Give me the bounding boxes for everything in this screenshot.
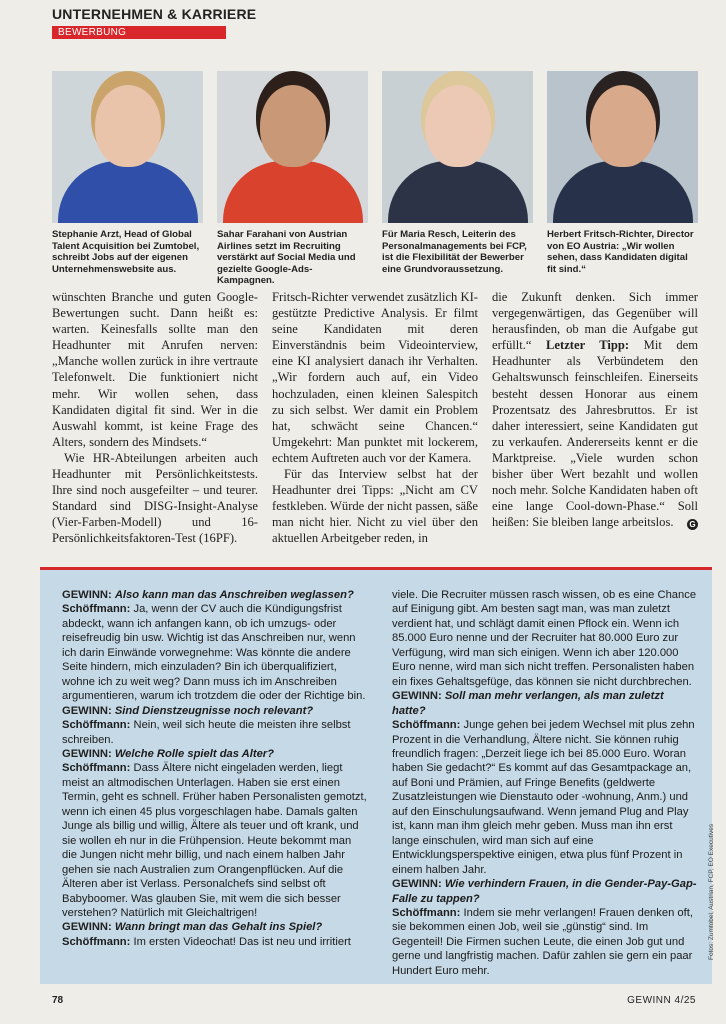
- article-body: [52, 289, 698, 547]
- article-paragraph: [492, 289, 698, 530]
- article-column-1: [52, 289, 258, 547]
- interview-question: [62, 588, 368, 602]
- last-tip-label: Letzter Tipp:: [546, 338, 630, 353]
- interview-column-right: [392, 588, 698, 978]
- interview-text: Wann bringt man das Gehalt ins Spiel?: [114, 921, 323, 934]
- interview-text: Dass Ältere nicht eingeladen werden, liegt meist an altmodischen Unterlagen. Haben sie erst einen Termin, geht es schnell. Früher haben Personalisten gemotzt, wenn ich einen 45 plus vorgeschlagen habe. Damals galten Junge als billig und willig, Ältere als teuer und oft krank, und sie wollen eh nur in die Frühpension. Heute bekommt man die Jungen nicht mehr billig, und nach einem halben Jahr gehen sie nach Australien zum Orangenpflücken. Auf die Älteren aber ist Verlass. Personalchefs sind selbst oft Babyboomer. Was glauben Sie, mit wem die sich besser verstehen? Natürlich mit Gleichaltrigen!: [62, 762, 367, 919]
- interview-text: Ja, wenn der CV auch die Kündigungsfrist abdeckt, wann ich anfangen kann, ob ich umzugs- oder reisefreudig bin usw. Wichtig ist das Anschreiben nur, wenn ich darin Einwände vorwegnehme: Was könnte die andere Seite hindern, mich einzuladen? Bin ich überqualifiziert, wohne ich zu weit weg? Dann muss ich im Anschreiben argumentieren, warum ich trotzdem die oder der Richtige bin.: [62, 603, 366, 703]
- portrait-photo: [547, 71, 698, 223]
- article-paragraph: Fritsch-Richter verwendet zusätzlich KI-gestützte Predictive Analysis. Er filmt seine Kandidaten mit deren Einverständnis beim Videointerview, eine KI analysiert danach ihr Verhalten. „Wir fordern auch auf, ein Video hochzuladen, einen kleinen Salespitch zu sich selbst. Wer damit ein Problem hat, schwächt seine Chancen.“ Umgekehrt: Man punktet mit lockerem, echtem Auftreten auch vor der Kamera.: [272, 290, 478, 465]
- speaker-label: Schöffmann:: [62, 935, 131, 948]
- interview-column-left: [62, 588, 368, 978]
- speaker-label: GEWINN:: [62, 589, 112, 601]
- interview-text: Welche Rolle spielt das Alter?: [114, 747, 274, 760]
- portrait-photo: [52, 71, 203, 223]
- interview-answer: [392, 718, 698, 877]
- interview-answer: [392, 906, 698, 978]
- portrait-photo: [217, 71, 368, 223]
- interview-text: Nein, weil sich heute die meisten ihre selbst schreiben.: [62, 719, 351, 746]
- speaker-label: Schöffmann:: [392, 719, 461, 732]
- portrait-card: [217, 71, 368, 287]
- speaker-label: GEWINN:: [392, 878, 442, 891]
- article-text: die Zukunft denken. Sich immer vergegenwärtigen, das Gegenüber will herausfinden, ob man die Aufgabe gut erfüllt.“: [492, 290, 698, 353]
- page-number: 78: [52, 995, 64, 1006]
- interview-box: [40, 567, 712, 984]
- article-paragraph: Für das Interview selbst hat der Headhunter drei Tipps: „Nicht am CV festkleben. Würde der nicht passen, säße man nicht hier. Nicht zu viel über den aktuellen Arbeitgeber reden, in: [272, 467, 478, 546]
- portrait-caption: Stephanie Arzt, Head of Global Talent Acquisition bei Zumtobel, schreibt Jobs auf der eigenen Unternehmenswebsite aus.: [52, 229, 200, 275]
- interview-answer: [62, 602, 368, 703]
- portrait-card: [547, 71, 698, 287]
- article-column-3: [492, 289, 698, 547]
- speaker-label: GEWINN:: [62, 747, 112, 760]
- speaker-label: Schöffmann:: [62, 603, 131, 616]
- article-text: Mit dem Headhunter als Verbündetem den Gehaltswunsch feinschleifen. Einerseits besteht dessen Honorar aus einem Prozentsatz des Jahresbruttos. Er ist daher interessiert, seine Kandidaten gut zu verkaufen. Andererseits kennt er die Marktpreise. „Viele wurden schon bisher über Wert bezahlt und wollen noch mehr. Solche Kandidaten haben oft eine lange Cool-down-Phase.“ Soll heißen: Sie bleiben lange arbeitslos.: [492, 338, 699, 530]
- interview-question: [62, 747, 368, 761]
- article-paragraph: Wie HR-Abteilungen arbeiten auch Headhunter mit Persönlichkeitstests. Ihre sind noch ausgefeilter – und teurer. Standard sind DISG-Insight-Analyse (Vier-Farben-Modell) und 16-Persönlichkeitsfaktoren-Test (16PF).: [52, 450, 258, 546]
- section-header: [52, 6, 256, 40]
- speaker-label: GEWINN:: [62, 704, 112, 717]
- speaker-label: GEWINN:: [62, 921, 112, 934]
- speaker-label: Schöffmann:: [62, 719, 131, 732]
- interview-answer: [62, 935, 368, 949]
- portrait-card: [382, 71, 533, 287]
- portrait-caption: Für Maria Resch, Leiterin des Personalmanagements bei FCP, ist die Flexibilität der Bewerber eine Grundvoraussetzung.: [382, 229, 527, 275]
- portrait-photo: [382, 71, 533, 223]
- speaker-label: Schöffmann:: [392, 906, 461, 919]
- portrait-card: [52, 71, 203, 287]
- photo-credit: Fotos: Zumtobel, Austrian, FCP, EO Executives: [708, 823, 715, 960]
- interview-question: [62, 704, 368, 718]
- interview-text: Indem sie mehr verlangen! Frauen denken oft, sie bekommen einen Job, weil sie „günstig“ sind. Im Gegenteil! Die Firmen suchen Leute, die einen Job gut und gerne und langfristig machen. Dafür zahlen sie gern ein paar Hundert Euro mehr.: [392, 906, 693, 977]
- speaker-label: GEWINN:: [392, 690, 442, 703]
- article-column-2: [272, 289, 478, 547]
- interview-answer: [62, 718, 368, 747]
- section-tag: BEWERBUNG: [52, 26, 226, 39]
- interview-text: viele. Die Recruiter müssen rasch wissen, ob es eine Chance auf Einigung gibt. Am besten sagt man, was man zuletzt verdient hat, und schlägt damit einen Pflock ein. Wenn ich 85.000 Euro nenne und der Recruiter hat 80.000 Euro zur Verfügung, wird man sich einigen. Wenn ich aber 120.000 Euro nenne, wird man sich nicht treffen. Personalisten haben ein fixes Gehaltsgefüge, das können sie nicht durchbrechen.: [392, 589, 697, 688]
- interview-text: Also kann man das Anschreiben weglassen?: [114, 589, 354, 601]
- interview-question: [62, 920, 368, 934]
- interview-question: [392, 689, 698, 718]
- interview-text: Junge gehen bei jedem Wechsel mit plus zehn Prozent in die Verhandlung, Ältere nicht. Sie können ruhig freundlich fragen: „Derzeit liege ich bei 85.000 Euro. Woran haben Sie gedacht?“ Es kommt auf das Gesamtpackage an, auf Boni und Prämien, auf Fringe Benefits (geldwerte Zusatzleistungen wie Dienstauto oder -wohnung, Anm.) und auf den Einschulungsaufwand. Wenn jemand Plug and Play ist, kann man ihm gleich mehr geben. Muss man ihn erst lange einschulen, wird man sich auf eine Entwicklungsperspektive einigen, etwa plus fünf Prozent in einem halben Jahr.: [392, 719, 695, 876]
- interview-answer: [62, 761, 368, 920]
- issue-label: GEWINN 4/25: [627, 995, 696, 1006]
- interview-text: Wie verhindern Frauen, in die Gender-Pay-Gap-Falle zu tappen?: [392, 878, 697, 905]
- interview-text: Sind Dienstzeugnisse noch relevant?: [114, 704, 314, 717]
- article-paragraph: wünschten Branche und guten Google-Bewertungen sucht. Dann heißt es: warten. Keinesfalls sollte man den Headhunter mit Anrufen nerven: „Manche wollen zurück in ihre vertraute Telefonwelt. Die funktioniert nicht mehr. Wir wollen sehen, dass Kandidaten digital fit sind. Wer in die Auswahl kommt, ist keine Frage des Alters, sondern des Mindsets.“: [52, 290, 258, 449]
- speaker-label: Schöffmann:: [62, 762, 131, 775]
- interview-question: [392, 877, 698, 906]
- portrait-row: [52, 71, 698, 287]
- interview-text: Soll man mehr verlangen, als man zuletzt hatte?: [392, 690, 664, 717]
- end-mark-icon: G: [687, 519, 698, 530]
- portrait-caption: Sahar Farahani von Austrian Airlines setzt im Recruiting verstärkt auf Social Media und gezielte Google-Ads-Kampagnen.: [217, 229, 356, 287]
- interview-text: Im ersten Videochat! Das ist neu und irritiert: [133, 935, 351, 948]
- section-title: UNTERNEHMEN & KARRIERE: [52, 6, 257, 22]
- portrait-caption: Herbert Fritsch-Richter, Director von EO Austria: „Wir wollen sehen, dass Kandidaten digital fit sind.“: [547, 229, 694, 275]
- interview-answer: [392, 588, 698, 689]
